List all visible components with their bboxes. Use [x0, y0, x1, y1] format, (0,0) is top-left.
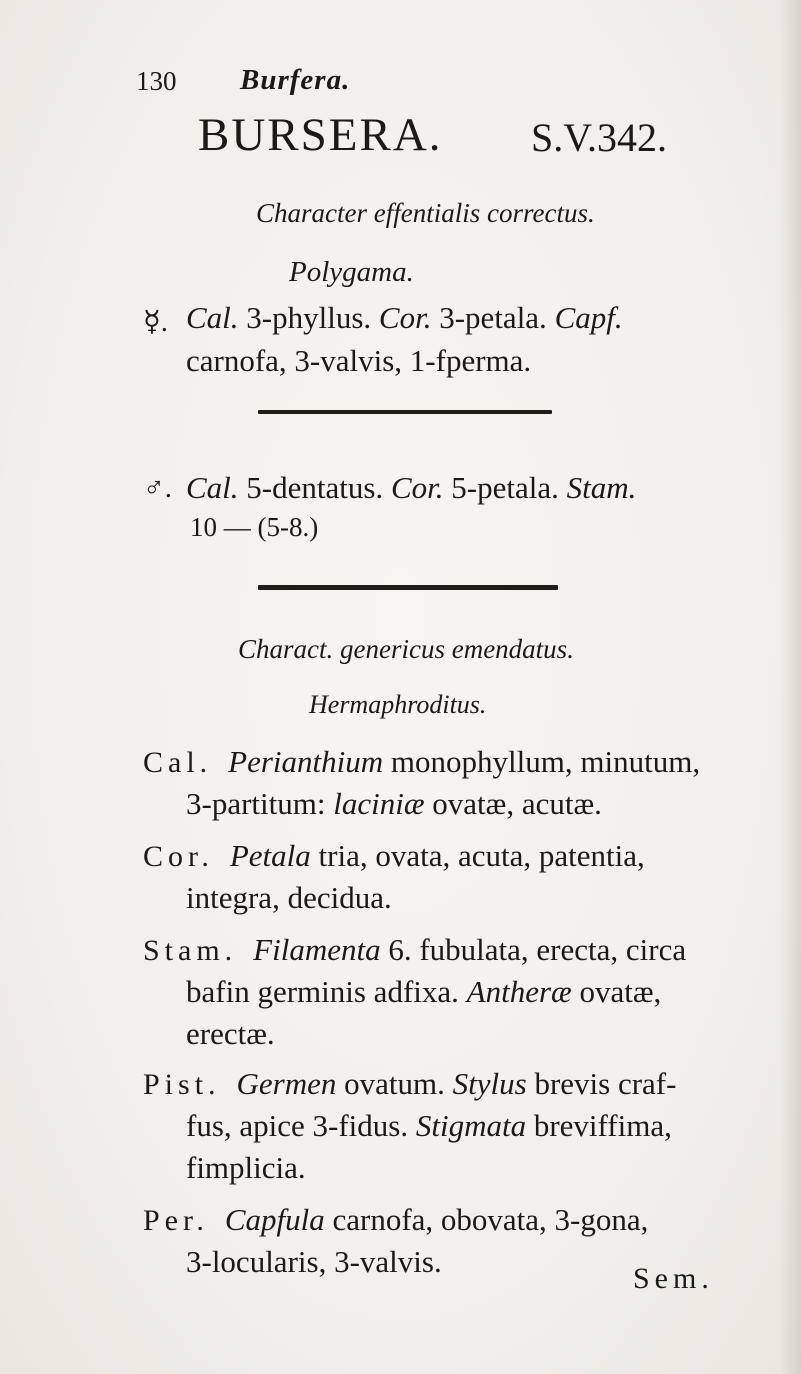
section-label: Cal.	[143, 746, 213, 779]
section-line	[225, 1202, 649, 1238]
genus-reference: S.V.342.	[531, 115, 667, 160]
text-segment: fus, apice 3-fidus.	[186, 1108, 416, 1143]
essential-line-3	[186, 470, 636, 506]
text-segment: 3-locularis, 3-valvis.	[186, 1244, 442, 1279]
text-segment: monophyllum, minutum,	[383, 744, 701, 779]
page-edge-shadow	[779, 0, 801, 1374]
male-symbol: ♂.	[143, 472, 172, 504]
section-label: Pist.	[143, 1068, 221, 1101]
text-segment: 3-petala.	[431, 300, 555, 335]
genus-title: BURSERA.	[198, 109, 443, 161]
section-line	[228, 744, 700, 780]
text-segment: fimplicia.	[186, 1150, 306, 1185]
running-title: Burfera.	[240, 64, 351, 96]
page-number: 130	[136, 66, 177, 96]
text-segment: Cal.	[186, 470, 239, 505]
text-segment: ovatæ, acutæ.	[424, 786, 602, 821]
section-line	[186, 974, 661, 1010]
essential-line-2: carnofa, 3-valvis, 1-fperma.	[186, 343, 532, 378]
section-line	[186, 1108, 672, 1144]
section-line	[186, 1016, 275, 1052]
text-segment: laciniæ	[333, 786, 425, 821]
text-segment: Capf.	[554, 300, 623, 335]
text-segment: Perianthium	[228, 744, 384, 779]
text-segment: Antheræ	[466, 974, 572, 1009]
section-label: Per.	[143, 1204, 209, 1237]
essential-character-heading: Character effentialis correctus.	[256, 198, 595, 228]
text-segment: Cor.	[378, 300, 432, 335]
text-segment: Cor.	[390, 470, 444, 505]
section-label: Cor.	[143, 840, 214, 873]
text-segment: Filamenta	[253, 932, 381, 967]
text-segment: Cal.	[186, 300, 239, 335]
text-segment: 5-petala.	[443, 470, 567, 505]
text-segment: Petala	[229, 838, 311, 873]
text-segment: 5-dentatus.	[238, 470, 391, 505]
text-segment: erectæ.	[186, 1016, 275, 1051]
catchword: Sem.	[633, 1262, 714, 1295]
separator-rule-1	[258, 410, 552, 414]
text-segment: 6. fubulata, erecta, circa	[380, 932, 687, 967]
text-segment: Capfula	[224, 1202, 325, 1237]
essential-line-1	[186, 300, 623, 336]
section-line	[186, 786, 602, 822]
text-segment: tria, ovata, acuta, patentia,	[310, 838, 645, 873]
section-line	[186, 1150, 306, 1186]
essential-line-4: 10 — (5-8.)	[190, 512, 319, 542]
hermaphrodite-symbol: ☿.	[143, 306, 169, 338]
section-line	[237, 1066, 677, 1102]
text-segment: ovatum.	[336, 1066, 453, 1101]
text-segment: carnofa, obovata, 3-gona,	[324, 1202, 649, 1237]
text-segment: Germen	[236, 1066, 337, 1101]
text-segment: Stam.	[566, 470, 637, 505]
separator-rule-2	[258, 585, 558, 590]
generic-character-heading: Charact. genericus emendatus.	[238, 634, 574, 664]
text-segment: Stylus	[452, 1066, 527, 1101]
text-segment: ovatæ,	[571, 974, 662, 1009]
text-segment: breviffima,	[526, 1108, 672, 1143]
text-segment: Stigmata	[415, 1108, 527, 1143]
text-segment: 3-phyllus.	[238, 300, 379, 335]
text-segment: integra, decidua.	[186, 880, 392, 915]
text-segment: 3-partitum:	[186, 786, 334, 821]
hermaphroditus-subheading: Hermaphroditus.	[309, 690, 487, 719]
polygama-subheading: Polygama.	[289, 256, 414, 288]
section-label: Stam.	[143, 934, 238, 967]
text-segment: bafin germinis adfixa.	[186, 974, 467, 1009]
text-segment: brevis craf-	[526, 1066, 677, 1101]
section-line	[253, 932, 686, 968]
section-line	[186, 1244, 442, 1280]
section-line	[230, 838, 645, 874]
section-line	[186, 880, 392, 916]
